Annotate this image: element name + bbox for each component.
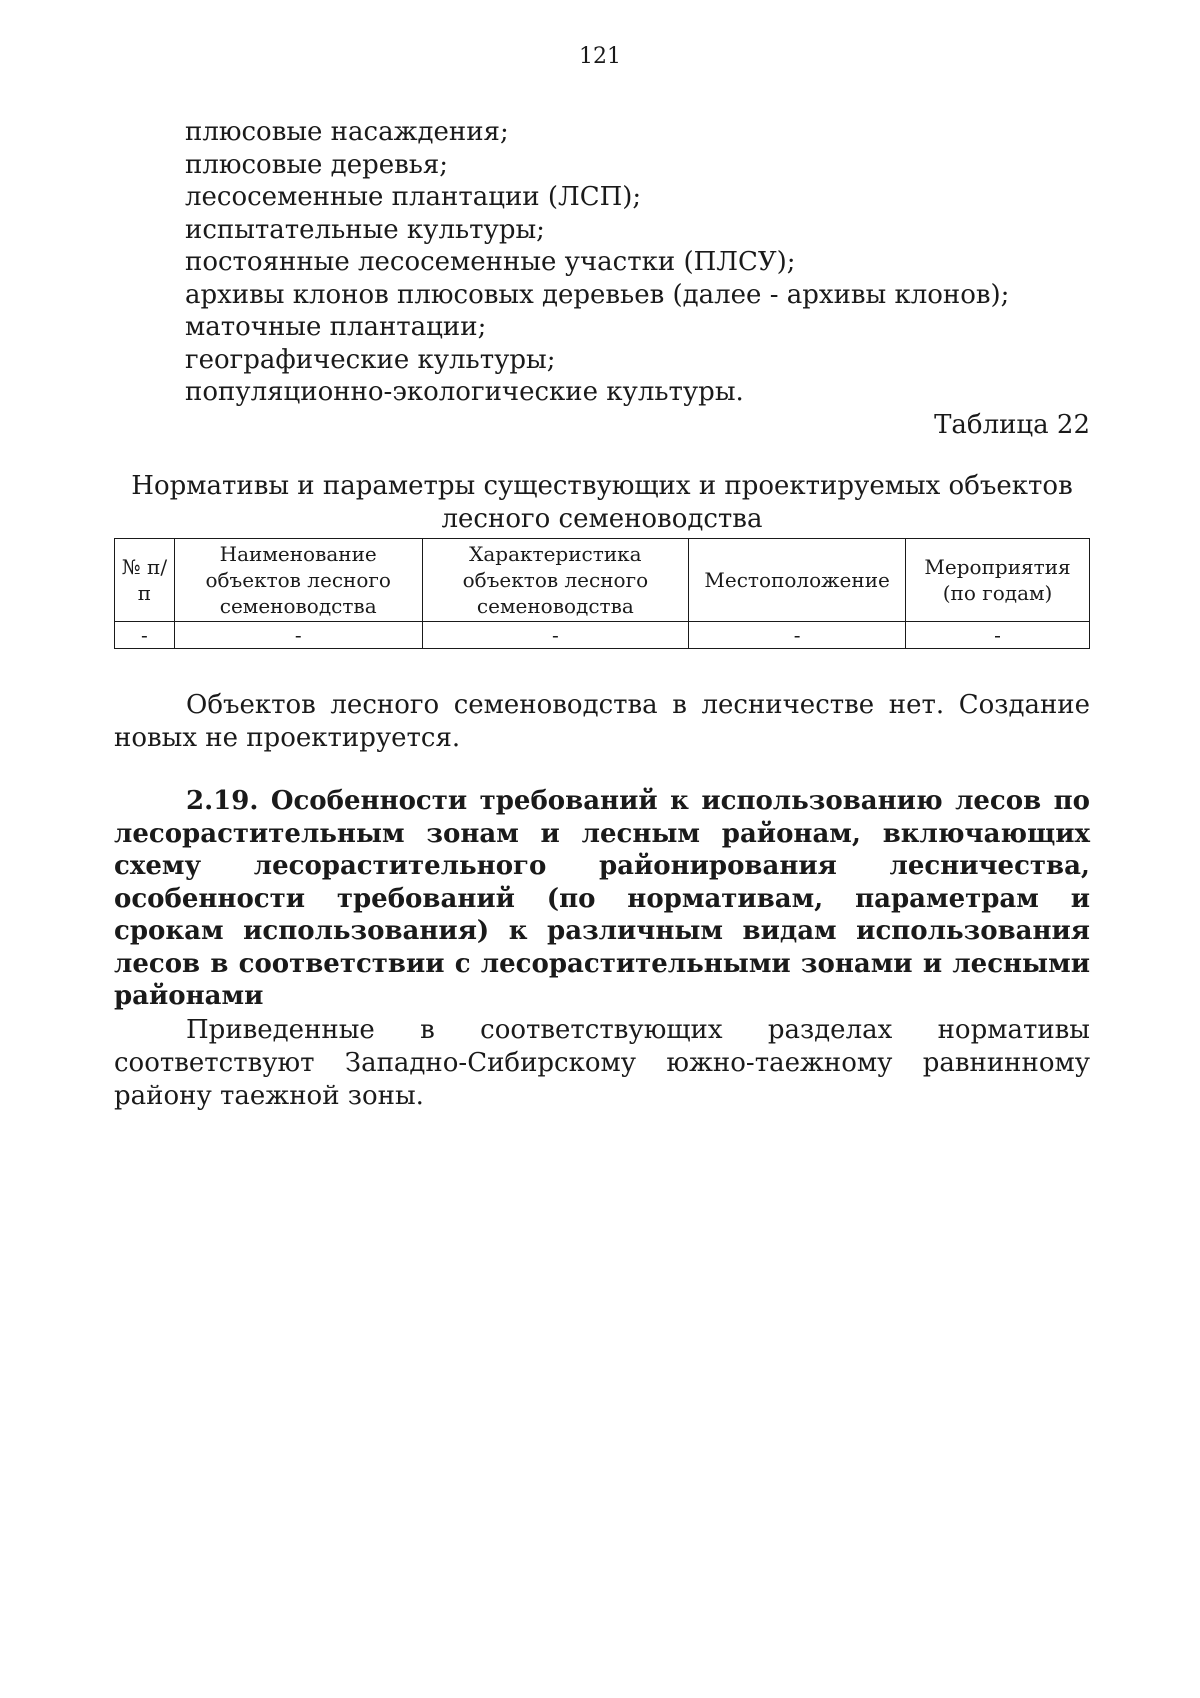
- list-item: испытательные культуры;: [185, 214, 545, 245]
- section-heading: 2.19. Особенности требований к использованию лесов по лесорастительным зонам и лесным районам, включающих схему лесорастительного районирования лесничества, особенности требований (по нормативам, параметрам и срокам использования) к различным видам использования лесов в соответствии с лесорастительными зонами и лесными районами: [114, 786, 1090, 1011]
- header-cell-number: № п/п: [115, 539, 175, 622]
- table-header-row: [115, 539, 1090, 622]
- list-item: географические культуры;: [185, 344, 556, 375]
- page-number: 121: [579, 44, 621, 69]
- list-item: плюсовые насаждения;: [185, 117, 509, 147]
- table-cell: -: [115, 622, 175, 649]
- table-cell: -: [689, 622, 906, 649]
- table-title: Нормативы и параметры существующих и проектируемых объектов лесного семеноводства: [131, 471, 1073, 534]
- list-item: лесосеменные плантации (ЛСП);: [185, 182, 642, 212]
- list-item: постоянные лесосеменные участки (ПЛСУ);: [185, 247, 796, 277]
- seed-objects-table: [114, 538, 1090, 649]
- table-row: [115, 622, 1090, 649]
- paragraph-no-objects: Объектов лесного семеноводства в лесничестве нет. Создание новых не проектируется.: [114, 690, 1090, 753]
- paragraph-zone-note: Приведенные в соответствующих разделах нормативы соответствуют Западно-Сибирскому южно-таежному равнинному району таежной зоны.: [114, 1015, 1090, 1111]
- seed-objects-list: [185, 116, 1085, 409]
- table-cell: -: [174, 622, 422, 649]
- list-item: плюсовые деревья;: [185, 149, 449, 180]
- header-cell-location: Местоположение: [689, 539, 906, 622]
- list-item: популяционно-экологические культуры.: [185, 377, 744, 407]
- list-item: маточные плантации;: [185, 312, 487, 342]
- header-cell-characteristic: Характеристика объектов лесного семеноводства: [422, 539, 689, 622]
- list-item: архивы клонов плюсовых деревьев (далее - архивы клонов);: [185, 279, 1010, 310]
- header-cell-activities: Мероприятия (по годам): [906, 539, 1090, 622]
- table-cell: -: [906, 622, 1090, 649]
- table-cell: -: [422, 622, 689, 649]
- header-cell-name: Наименование объектов лесного семеноводства: [174, 539, 422, 622]
- table-caption: Таблица 22: [934, 410, 1090, 440]
